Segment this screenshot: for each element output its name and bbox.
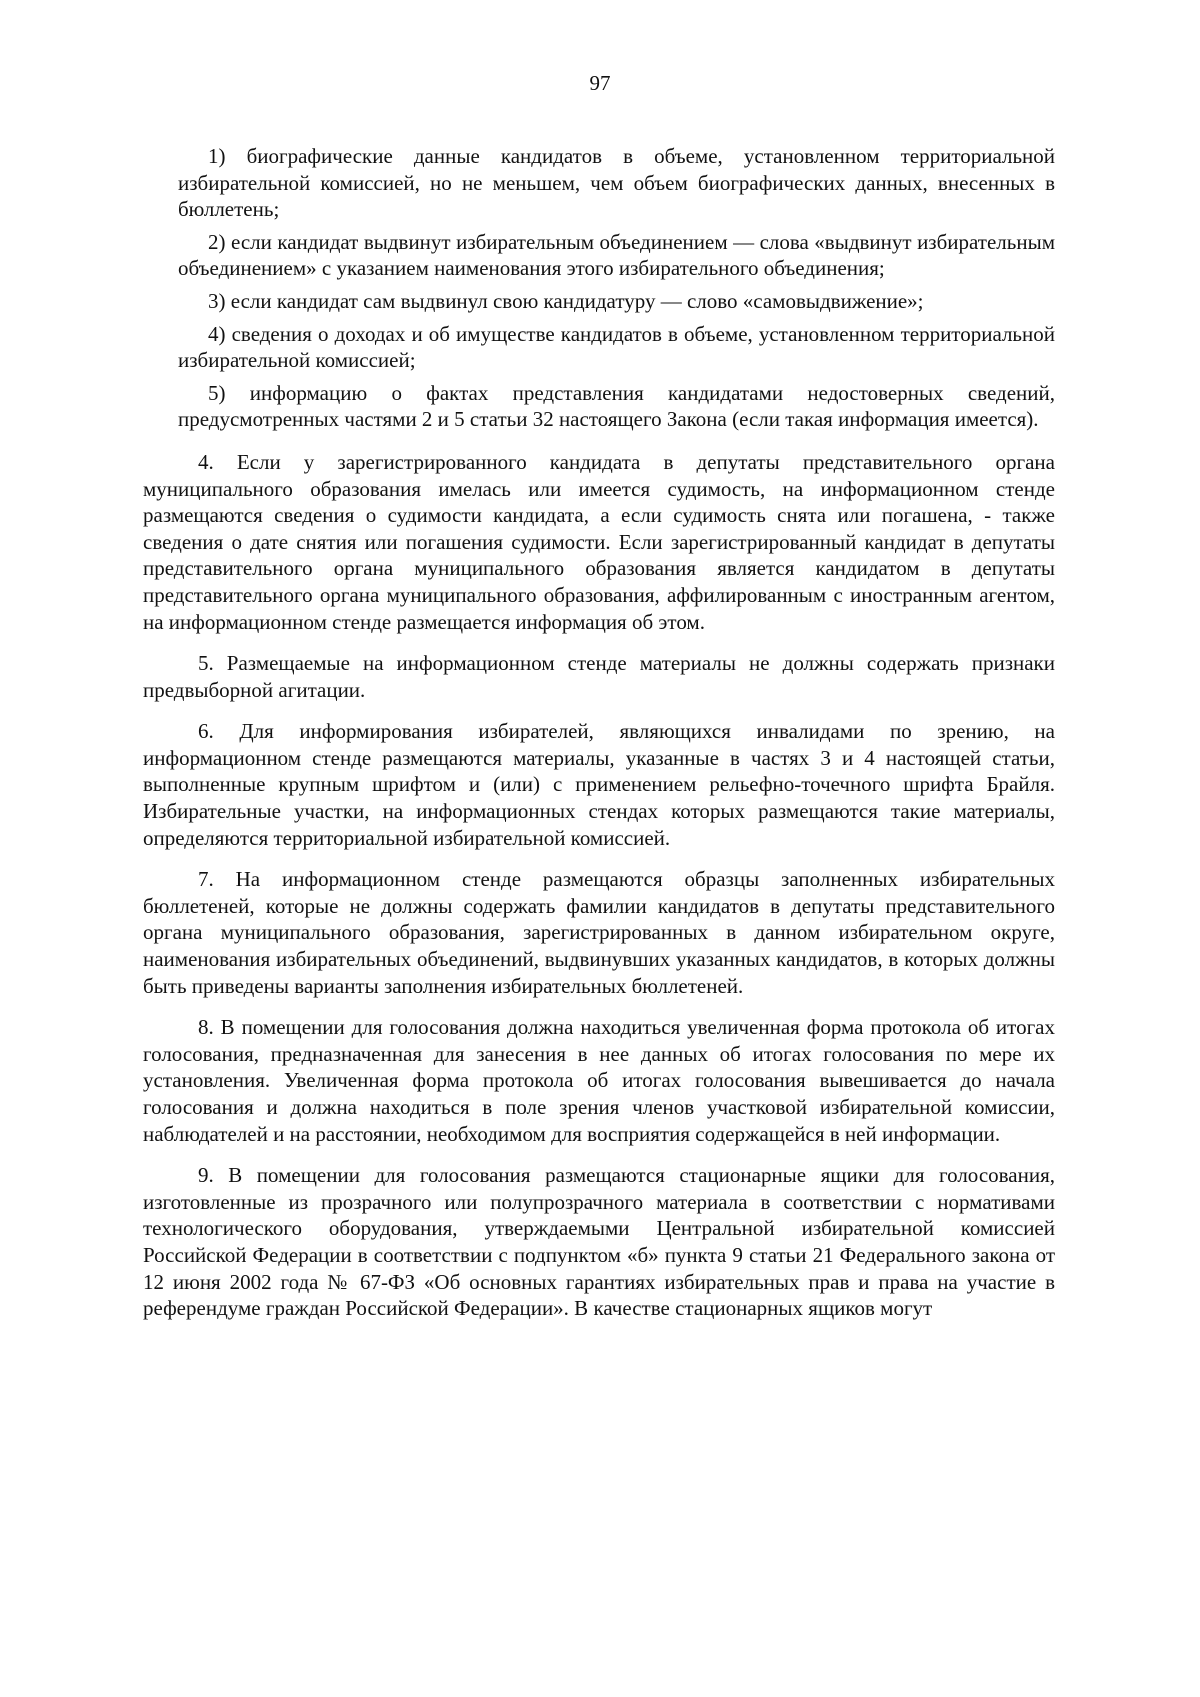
subitem-1: 1) биографические данные кандидатов в объеме, установленном территориальной избирательной комиссией, но не меньшем, чем объем биографических данных, внесенных в бюллетень; <box>178 144 1055 222</box>
paragraph-4: 4. Если у зарегистрированного кандидата в депутаты представительного органа муниципального образования имелась или имеется судимость, на информационном стенде размещаются сведения о судимости кандидата, а если судимость снята или погашена, - также сведения о дате снятия или погашения судимости. Если зарегистрированный кандидат в депутаты представительного органа муниципального образования является кандидатом в депутаты представительного органа муниципального образования, аффилированным с иностранным агентом, на информационном стенде размещается информация об этом. <box>143 449 1055 634</box>
subitem-5: 5) информацию о фактах представления кандидатами недостоверных сведений, предусмотренных частями 2 и 5 статьи 32 настоящего Закона (если такая информация имеется). <box>178 380 1055 432</box>
paragraph-7: 7. На информационном стенде размещаются образцы заполненных избирательных бюллетеней, которые не должны содержать фамилии кандидатов в депутаты представительного органа муниципального образования, зарегистрированных в данном избирательном округе, наименования избирательных объединений, выдвинувших указанных кандидатов, в которых должны быть приведены варианты заполнения избирательных бюллетеней. <box>143 867 1055 998</box>
subitem-2: 2) если кандидат выдвинут избирательным объединением — слова «выдвинут избирательным объединением» с указанием наименования этого избирательного объединения; <box>178 229 1055 281</box>
subitem-4: 4) сведения о доходах и об имуществе кандидатов в объеме, установленном территориальной избирательной комиссией; <box>178 321 1055 373</box>
paragraph-8: 8. В помещении для голосования должна находиться увеличенная форма протокола об итогах голосования, предназначенная для занесения в нее данных об итогах голосования по мере их установления. Увеличенная форма протокола об итогах голосования вывешивается до начала голосования и должна находиться в поле зрения членов участковой избирательной комиссии, наблюдателей и на расстоянии, необходимом для восприятия содержащейся в ней информации. <box>143 1015 1055 1146</box>
subitem-3: 3) если кандидат сам выдвинул свою кандидатуру — слово «самовыдвижение»; <box>208 288 924 313</box>
document-body <box>0 143 1200 1337</box>
spacer <box>0 439 1200 449</box>
page-number: 97 <box>589 71 611 95</box>
paragraph-5: 5. Размещаемые на информационном стенде материалы не должны содержать признаки предвыборной агитации. <box>143 651 1055 702</box>
paragraph-6: 6. Для информирования избирателей, являющихся инвалидами по зрению, на информационном стенде размещаются материалы, указанные в частях 3 и 4 настоящей статьи, выполненные крупным шрифтом и (или) с применением рельефно-точечного шрифта Брайля. Избирательные участки, на информационных стендах которых размещаются такие материалы, определяются территориальной избирательной комиссией. <box>143 719 1055 850</box>
paragraph-9: 9. В помещении для голосования размещаются стационарные ящики для голосования, изготовленные из прозрачного или полупрозрачного материала в соответствии с нормативами технологического оборудования, утверждаемыми Центральной избирательной комиссией Российской Федерации в соответствии с подпунктом «б» пункта 9 статьи 21 Федерального закона от 12 июня 2002 года № 67-ФЗ «Об основных гарантиях избирательных прав и права на участие в референдуме граждан Российской Федерации». В качестве стационарных ящиков могут <box>143 1163 1055 1321</box>
